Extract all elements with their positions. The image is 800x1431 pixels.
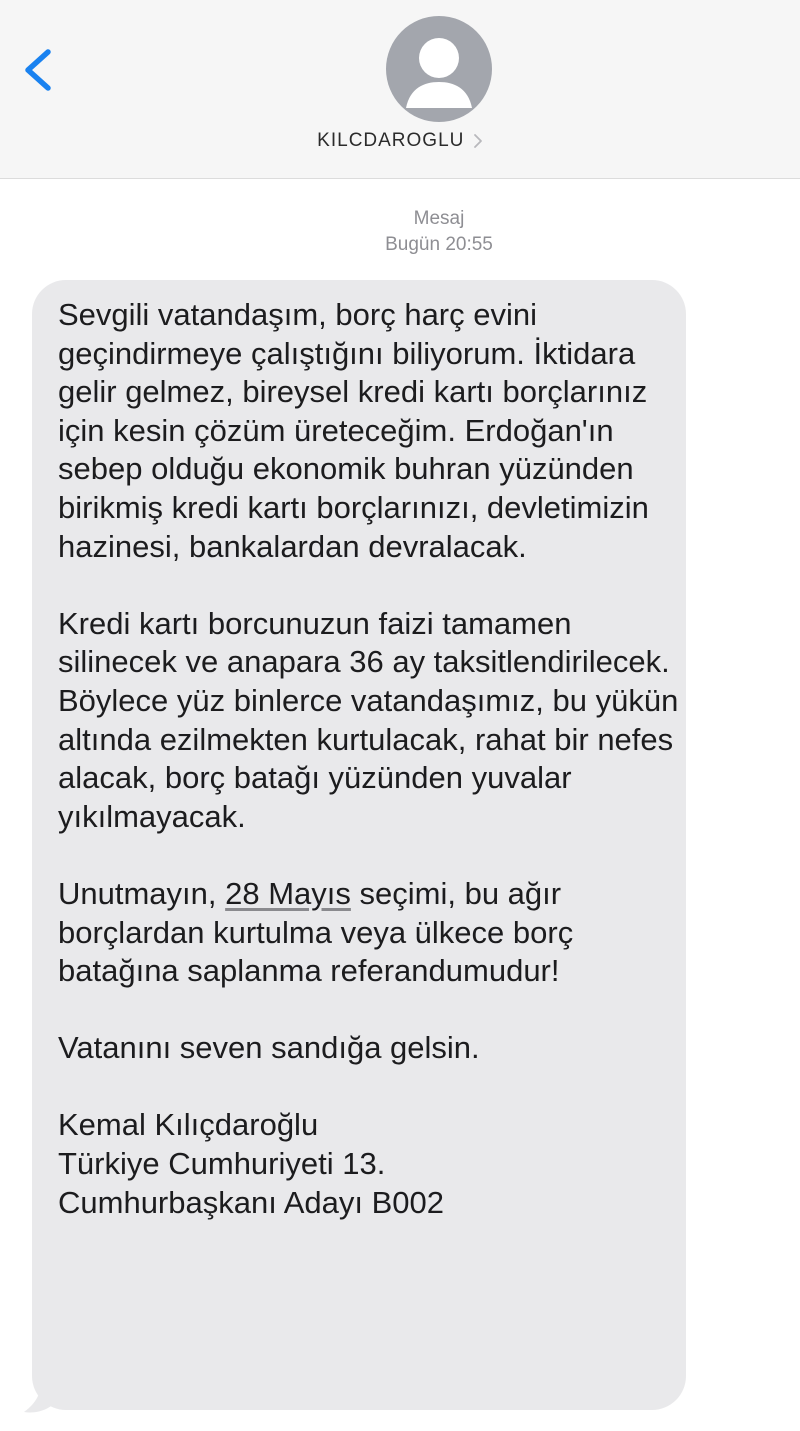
message-paragraph: Vatanını seven sandığa gelsin. bbox=[58, 1030, 480, 1066]
contact-avatar[interactable] bbox=[386, 16, 492, 122]
signature-subtitle: Cumhurbaşkanı Adayı B002 bbox=[58, 1184, 445, 1220]
message-paragraph bbox=[58, 875, 688, 991]
message-body bbox=[58, 296, 688, 1222]
contact-name-row[interactable] bbox=[0, 130, 800, 160]
bubble-tail bbox=[20, 1376, 60, 1416]
message-paragraph: Kredi kartı borcunuzun faizi tamamen silinecek ve anapara 36 ay taksitlendirilecek. Böylece yüz binlerce vatandaşımız, bu yükün altında ezilmekten kurtulacak, rahat bir nefes alacak, borç batağı yüzünden yuvalar yıkılmayacak. bbox=[58, 605, 679, 834]
signature-name: Kemal Kılıçdaroğlu bbox=[58, 1107, 319, 1143]
message-paragraph: Sevgili vatandaşım, borç harç evini geçindirmeye çalıştığını biliyorum. İktidara gelir gelmez, bireysel kredi kartı borçlarınız için kesin çözüm üreteceğim. Erdoğan'ın sebep olduğu ekonomik buhran yüzünden birikmiş kredi kartı borçlarınızı, devletimizin hazinesi, bankalardan devralacak. bbox=[58, 297, 649, 564]
back-button[interactable] bbox=[18, 40, 58, 100]
conversation-header bbox=[0, 0, 800, 179]
message-timestamp: Bugün 20:55 bbox=[385, 234, 493, 255]
message-meta bbox=[0, 206, 800, 258]
person-icon bbox=[386, 16, 492, 122]
message-text: seçimi, bu ağır borçlardan kurtulma veya ülkece borç batağına saplanma referandumudur! bbox=[58, 875, 574, 989]
contact-name: KILCDAROGLU bbox=[317, 130, 465, 151]
chevron-right-icon bbox=[473, 132, 483, 150]
chevron-left-icon bbox=[18, 40, 58, 100]
message-type-label: Mesaj bbox=[413, 208, 465, 229]
message-text: Unutmayın, bbox=[58, 875, 226, 911]
date-link[interactable]: 28 Mayıs bbox=[225, 875, 351, 911]
signature-title: Türkiye Cumhuriyeti 13. bbox=[58, 1146, 386, 1182]
message-signature bbox=[58, 1106, 688, 1222]
